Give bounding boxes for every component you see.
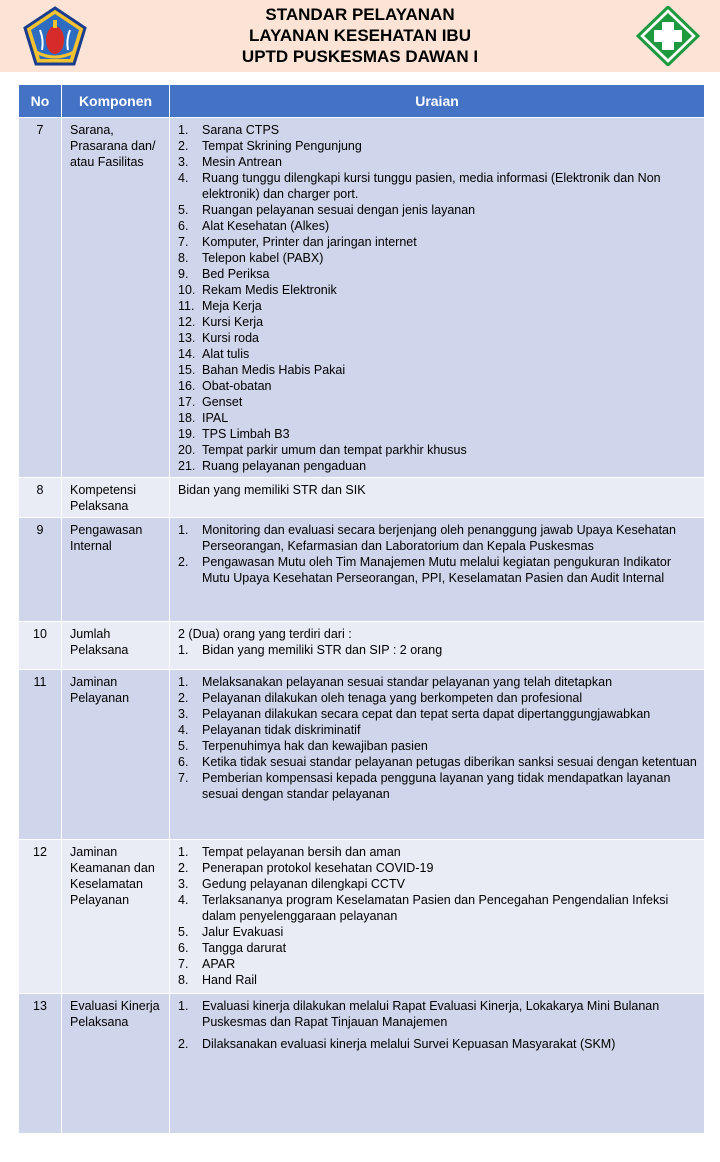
- description-list: [178, 522, 698, 586]
- list-item: 7. Pemberian kompensasi kepada pengguna layanan yang tidak mendapatkan layanan sesuai dengan standar pelayanan: [178, 771, 671, 801]
- list-item: 2. Penerapan protokol kesehatan COVID-19: [178, 861, 434, 875]
- row-description: [170, 670, 705, 840]
- list-item: 20. Tempat parkir umum dan tempat parkhir khusus: [178, 443, 467, 457]
- list-item: 14. Alat tulis: [178, 347, 250, 361]
- description-list: [178, 642, 698, 658]
- row-number: 9: [19, 518, 62, 622]
- title-line-1: STANDAR PELAYANAN: [265, 5, 455, 24]
- table-header-row: [19, 85, 705, 118]
- list-item: 2. Pengawasan Mutu oleh Tim Manajemen Mutu melalui kegiatan pengukuran Indikator Mutu Upaya Kesehatan Perseorangan, PPI, Keselamatan Pasien dan Audit Internal: [178, 555, 672, 585]
- health-cross-icon: [636, 6, 700, 66]
- row-description: Bidan yang memiliki STR dan SIK: [170, 478, 705, 518]
- row-number: 12: [19, 840, 62, 994]
- table-row: [19, 478, 705, 518]
- list-item: 8. Telepon kabel (PABX): [178, 251, 324, 265]
- list-item: 21. Ruang pelayanan pengaduan: [178, 459, 367, 473]
- list-item: 1. Bidan yang memiliki STR dan SIP : 2 orang: [178, 643, 443, 657]
- description-intro: 2 (Dua) orang yang terdiri dari :: [178, 627, 352, 641]
- description-list: [178, 122, 698, 474]
- list-item: 1. Melaksanakan pelayanan sesuai standar pelayanan yang telah ditetapkan: [178, 675, 613, 689]
- title-line-2: LAYANAN KESEHATAN IBU: [249, 26, 471, 45]
- description-list: [178, 844, 698, 988]
- row-description: [170, 840, 705, 994]
- list-item: 5. Ruangan pelayanan sesuai dengan jenis layanan: [178, 203, 476, 217]
- list-item: 9. Bed Periksa: [178, 267, 270, 281]
- row-component: Jaminan Keamanan dan Keselamatan Pelayanan: [62, 840, 170, 994]
- table-row: [19, 622, 705, 670]
- list-item: 5. Terpenuhimya hak dan kewajiban pasien: [178, 739, 428, 753]
- list-item: 1. Sarana CTPS: [178, 123, 280, 137]
- list-item: 3. Gedung pelayanan dilengkapi CCTV: [178, 877, 405, 891]
- row-number: 8: [19, 478, 62, 518]
- column-header-komponen: Komponen: [62, 85, 170, 118]
- list-item: 1. Monitoring dan evaluasi secara berjenjang oleh penanggung jawab Upaya Kesehatan Perseorangan, Kefarmasian dan Laboratorium dan Kepala Puskesmas: [178, 523, 676, 553]
- list-item: 7. Komputer, Printer dan jaringan internet: [178, 235, 417, 249]
- row-component: Jaminan Pelayanan: [62, 670, 170, 840]
- row-component: Sarana, Prasarana dan/ atau Fasilitas: [62, 118, 170, 478]
- list-item: 7. APAR: [178, 957, 236, 971]
- list-item: 5. Jalur Evakuasi: [178, 925, 284, 939]
- list-item: 1. Evaluasi kinerja dilakukan melalui Rapat Evaluasi Kinerja, Lokakarya Mini Bulanan Puskesmas dan Rapat Tinjauan Manajemen: [178, 999, 660, 1029]
- row-number: 11: [19, 670, 62, 840]
- description-list: [178, 674, 698, 802]
- list-item: 2. Pelayanan dilakukan oleh tenaga yang berkompeten dan profesional: [178, 691, 583, 705]
- table-row: [19, 840, 705, 994]
- list-item: 13. Kursi roda: [178, 331, 259, 345]
- list-item: 4. Ruang tunggu dilengkapi kursi tunggu pasien, media informasi (Elektronik dan Non elektronik) dan charger port.: [178, 171, 661, 201]
- row-component: Evaluasi Kinerja Pelaksana: [62, 994, 170, 1134]
- list-item: 4. Pelayanan tidak diskriminatif: [178, 723, 361, 737]
- list-item: 2. Dilaksanakan evaluasi kinerja melalui Survei Kepuasan Masyarakat (SKM): [178, 1037, 616, 1051]
- list-item: 4. Terlaksananya program Keselamatan Pasien dan Pencegahan Pengendalian Infeksi dalam penyelenggaraan pelayanan: [178, 893, 669, 923]
- list-item: 3. Pelayanan dilakukan secara cepat dan tepat serta dapat dipertanggungjawabkan: [178, 707, 651, 721]
- header-banner: [0, 0, 720, 72]
- row-component: Kompetensi Pelaksana: [62, 478, 170, 518]
- list-item: 6. Alat Kesehatan (Alkes): [178, 219, 330, 233]
- table-row: [19, 994, 705, 1134]
- row-description: [170, 622, 705, 670]
- service-standard-table: [18, 84, 705, 1134]
- list-item: 18. IPAL: [178, 411, 229, 425]
- table-row: [19, 670, 705, 840]
- row-component: Pengawasan Internal: [62, 518, 170, 622]
- list-item: 8. Hand Rail: [178, 973, 257, 987]
- title-line-3: UPTD PUSKESMAS DAWAN I: [241, 47, 479, 66]
- row-number: 10: [19, 622, 62, 670]
- table-row: [19, 118, 705, 478]
- list-item: 19. TPS Limbah B3: [178, 427, 290, 441]
- list-item: 15. Bahan Medis Habis Pakai: [178, 363, 346, 377]
- column-header-uraian: Uraian: [170, 85, 705, 118]
- list-item: 6. Tangga darurat: [178, 941, 287, 955]
- row-number: 13: [19, 994, 62, 1134]
- column-header-no: No: [19, 85, 62, 118]
- list-item: 11. Meja Kerja: [178, 299, 262, 313]
- page-title: [150, 4, 570, 67]
- list-item: 6. Ketika tidak sesuai standar pelayanan petugas diberikan sanksi sesuai dengan ketentuan: [178, 755, 697, 769]
- row-number: 7: [19, 118, 62, 478]
- list-item: 12. Kursi Kerja: [178, 315, 264, 329]
- regency-emblem-icon: [22, 6, 88, 68]
- description-list: [178, 998, 698, 1052]
- row-description: [170, 118, 705, 478]
- list-item: 16. Obat-obatan: [178, 379, 272, 393]
- row-description: [170, 994, 705, 1134]
- list-item: 1. Tempat pelayanan bersih dan aman: [178, 845, 401, 859]
- list-item: 17. Genset: [178, 395, 243, 409]
- table-row: [19, 518, 705, 622]
- list-item: 2. Tempat Skrining Pengunjung: [178, 139, 362, 153]
- list-item: 10. Rekam Medis Elektronik: [178, 283, 337, 297]
- list-item: 3. Mesin Antrean: [178, 155, 282, 169]
- row-description: [170, 518, 705, 622]
- row-component: Jumlah Pelaksana: [62, 622, 170, 670]
